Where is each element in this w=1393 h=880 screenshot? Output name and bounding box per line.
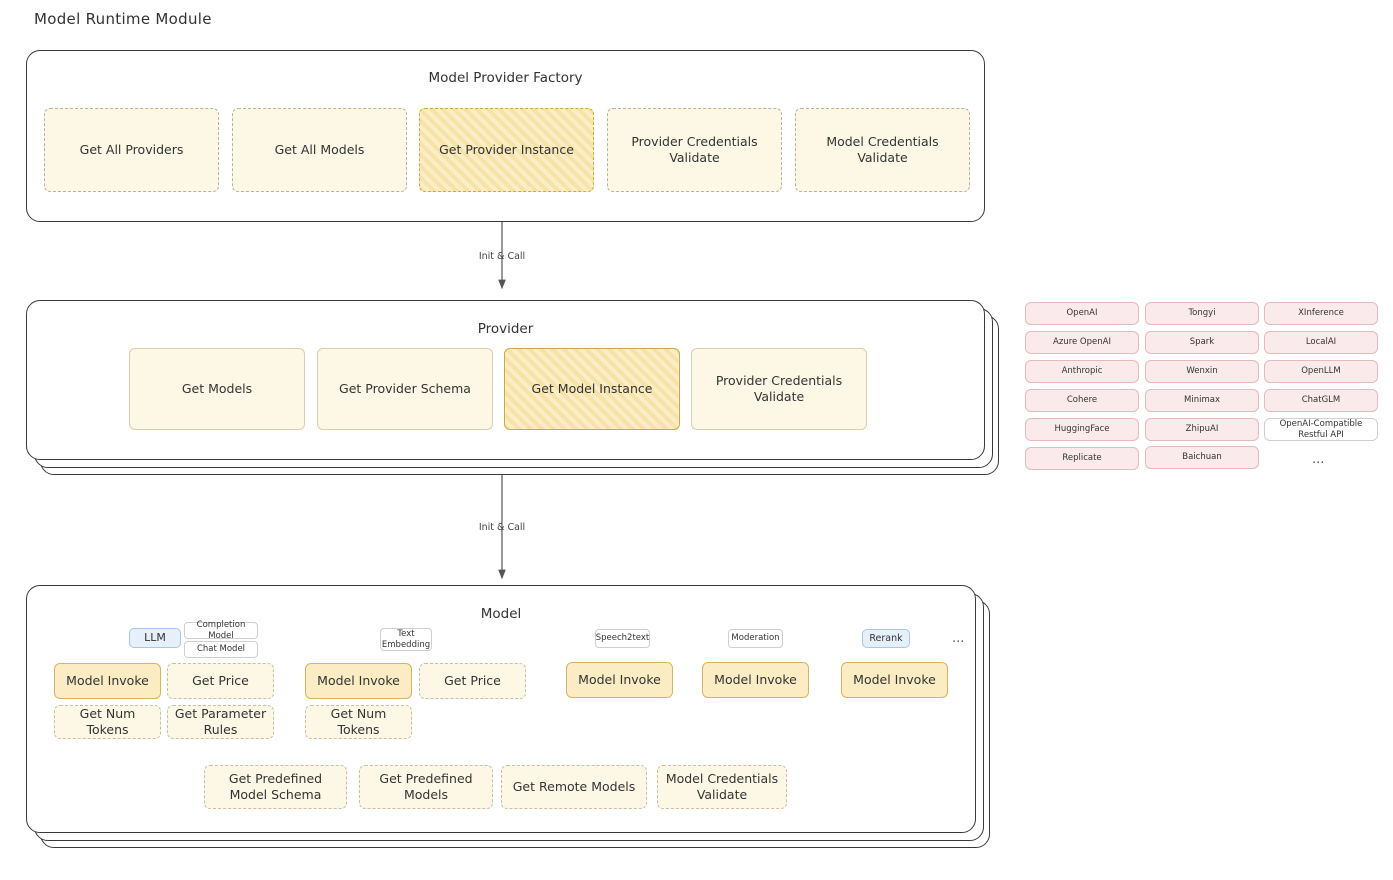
provider-title: Provider xyxy=(477,321,534,337)
model-node-get-price-text-embedding[interactable] xyxy=(419,663,526,699)
model-node-get-num-tokens-text-embedding[interactable] xyxy=(305,705,412,739)
pill-label: Wenxin xyxy=(1186,366,1218,377)
pill-label: HuggingFace xyxy=(1054,424,1110,435)
pill-label: Minimax xyxy=(1184,395,1220,406)
pill-label: XInference xyxy=(1298,308,1344,319)
model-node-get-predefined-models[interactable] xyxy=(359,765,493,809)
factory-node-get-provider-instance[interactable] xyxy=(419,108,594,192)
model-node-invoke-text-embedding[interactable] xyxy=(305,663,412,699)
subtype-label: Chat Model xyxy=(196,644,246,655)
provider-node-get-provider-schema[interactable] xyxy=(317,348,493,430)
provider-pill-huggingface[interactable] xyxy=(1025,418,1139,441)
model-node-get-parameter-rules[interactable] xyxy=(167,705,274,739)
node-label: Get Remote Models xyxy=(512,779,636,795)
provider-pill-openllm[interactable] xyxy=(1264,360,1378,383)
type-label: Moderation xyxy=(731,633,780,644)
model-title: Model xyxy=(480,606,522,622)
model-type-moderation[interactable] xyxy=(728,629,783,648)
node-label: Get Provider Schema xyxy=(339,381,471,397)
pill-label: Tongyi xyxy=(1188,308,1216,319)
pill-label: LocalAI xyxy=(1305,337,1337,348)
provider-node-get-model-instance[interactable] xyxy=(504,348,680,430)
model-node-get-predefined-model-schema[interactable] xyxy=(204,765,347,809)
node-label: Get Num Tokens xyxy=(79,706,136,737)
node-label: Provider Credentials Validate xyxy=(631,134,758,165)
node-label: Get Parameter Rules xyxy=(174,706,267,737)
node-label: Get Predefined Models xyxy=(379,771,473,802)
node-label: Model Credentials Validate xyxy=(665,771,779,802)
provider-pill-replicate[interactable] xyxy=(1025,447,1139,470)
pill-label: Cohere xyxy=(1066,395,1098,406)
provider-pill-zhipuai[interactable] xyxy=(1145,418,1259,441)
provider-pill-wenxin[interactable] xyxy=(1145,360,1259,383)
pill-label: Baichuan xyxy=(1182,452,1222,463)
arrow-label-init-call-2: Init & Call xyxy=(478,522,526,533)
pill-label: OpenLLM xyxy=(1301,366,1341,377)
node-label: Model Invoke xyxy=(317,673,400,689)
provider-pill-cohere[interactable] xyxy=(1025,389,1139,412)
type-label: Text Embedding xyxy=(381,628,431,650)
factory-node-get-all-providers[interactable] xyxy=(44,108,219,192)
factory-node-provider-credentials-validate[interactable] xyxy=(607,108,782,192)
provider-pill-azure-openai[interactable] xyxy=(1025,331,1139,354)
page-title: Model Runtime Module xyxy=(34,10,212,28)
model-type-speech2text[interactable] xyxy=(595,629,650,648)
model-groups-ellipsis: ... xyxy=(952,631,965,646)
node-label: Model Invoke xyxy=(66,673,149,689)
model-node-get-num-tokens-llm[interactable] xyxy=(54,705,161,739)
model-node-get-remote-models[interactable] xyxy=(501,765,647,809)
provider-list-ellipsis: ... xyxy=(1312,452,1325,467)
provider-pill-baichuan[interactable] xyxy=(1145,446,1259,469)
provider-pill-spark[interactable] xyxy=(1145,331,1259,354)
node-label: Model Invoke xyxy=(853,672,936,688)
model-type-llm[interactable] xyxy=(129,628,181,648)
node-label: Get Model Instance xyxy=(531,381,653,397)
type-label: Rerank xyxy=(869,632,903,644)
node-label: Get Provider Instance xyxy=(439,142,574,158)
arrow-label-init-call-1: Init & Call xyxy=(478,251,526,262)
factory-title: Model Provider Factory xyxy=(428,70,583,86)
model-node-get-price-llm[interactable] xyxy=(167,663,274,699)
node-label: Provider Credentials Validate xyxy=(715,373,843,404)
node-label: Model Credentials Validate xyxy=(826,134,939,165)
node-label: Model Invoke xyxy=(578,672,661,688)
node-label: Get Num Tokens xyxy=(330,706,387,737)
node-label: Get Price xyxy=(444,673,501,689)
pill-label: ChatGLM xyxy=(1301,395,1341,406)
factory-node-model-credentials-validate[interactable] xyxy=(795,108,970,192)
provider-pill-tongyi[interactable] xyxy=(1145,302,1259,325)
pill-label: Spark xyxy=(1189,337,1215,348)
subtype-label: Completion Model xyxy=(196,619,246,641)
model-subtype-completion-model[interactable] xyxy=(184,619,258,641)
node-label: Get Predefined Model Schema xyxy=(228,771,323,802)
provider-node-provider-credentials-validate[interactable] xyxy=(691,348,867,430)
model-node-model-credentials-validate[interactable] xyxy=(657,765,787,809)
model-node-invoke-moderation[interactable] xyxy=(702,662,809,698)
pill-label: Azure OpenAI xyxy=(1053,337,1111,348)
pill-label: OpenAI xyxy=(1066,308,1098,319)
pill-label: OpenAI-Compatible Restful API xyxy=(1279,418,1363,440)
pill-label: Replicate xyxy=(1062,453,1102,464)
node-label: Get Models xyxy=(181,381,253,397)
model-node-invoke-rerank[interactable] xyxy=(841,662,948,698)
provider-pill-xinference[interactable] xyxy=(1264,302,1378,325)
type-label: LLM xyxy=(144,631,166,645)
provider-node-get-models[interactable] xyxy=(129,348,305,430)
type-label: Speech2text xyxy=(595,633,650,644)
provider-pill-openai-compatible[interactable] xyxy=(1264,418,1378,441)
factory-node-get-all-models[interactable] xyxy=(232,108,407,192)
pill-label: ZhipuAI xyxy=(1185,424,1219,435)
pill-label: Anthropic xyxy=(1061,366,1103,377)
node-label: Get All Models xyxy=(274,142,365,158)
model-node-invoke-llm[interactable] xyxy=(54,663,161,699)
provider-pill-chatglm[interactable] xyxy=(1264,389,1378,412)
node-label: Model Invoke xyxy=(714,672,797,688)
provider-pill-openai[interactable] xyxy=(1025,302,1139,325)
provider-pill-anthropic[interactable] xyxy=(1025,360,1139,383)
node-label: Get All Providers xyxy=(79,142,184,158)
provider-pill-minimax[interactable] xyxy=(1145,389,1259,412)
node-label: Get Price xyxy=(192,673,249,689)
model-type-rerank[interactable] xyxy=(862,629,910,648)
model-node-invoke-speech2text[interactable] xyxy=(566,662,673,698)
provider-pill-localai[interactable] xyxy=(1264,331,1378,354)
model-type-text-embedding[interactable] xyxy=(380,628,432,651)
model-subtype-chat-model[interactable] xyxy=(184,641,258,658)
